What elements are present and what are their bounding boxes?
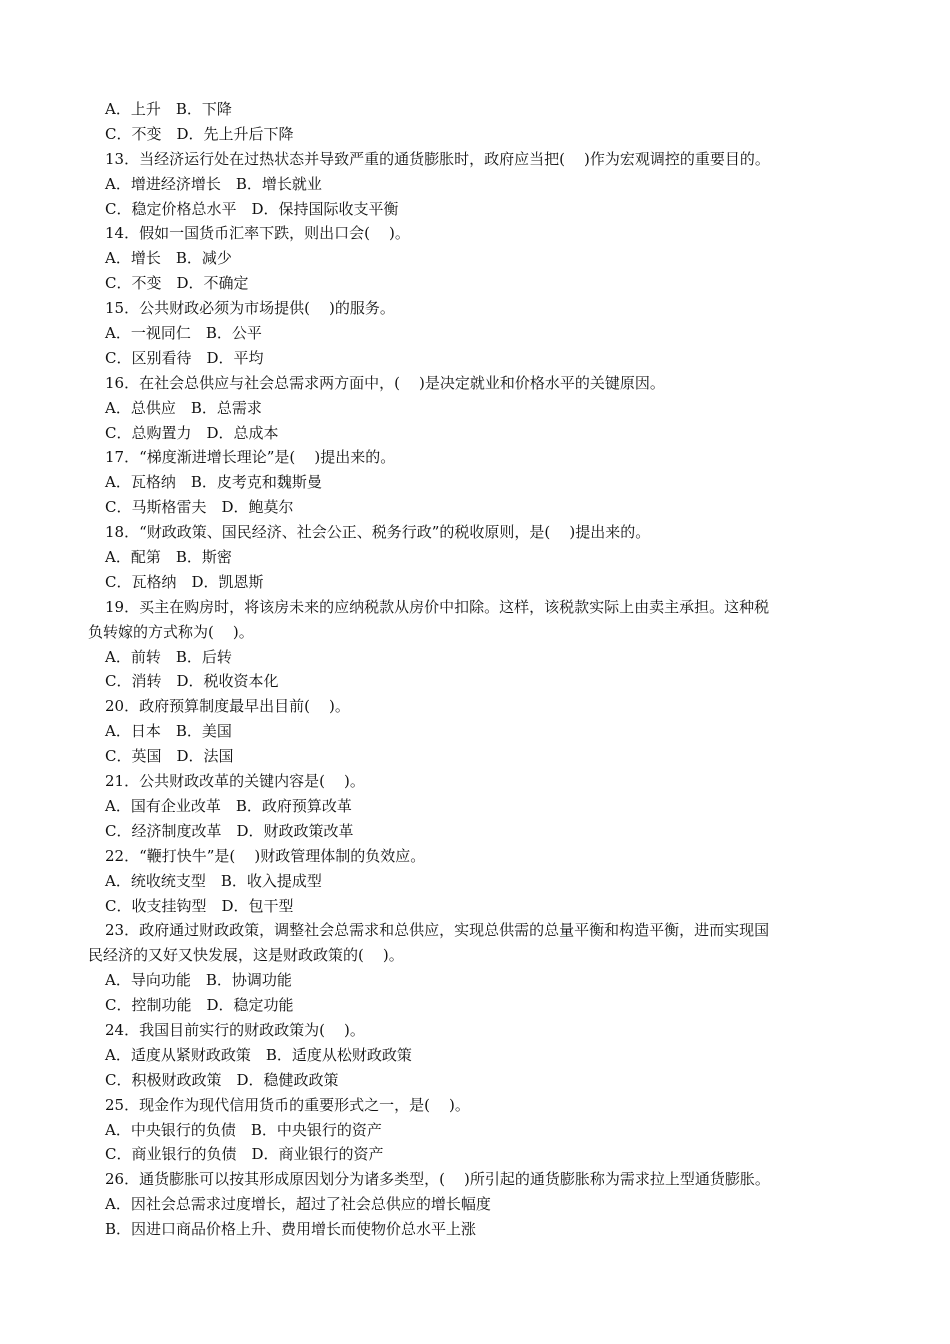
- option-line: C．不变 D．先上升后下降: [105, 124, 294, 143]
- option-line: B．因进口商品价格上升、费用增长而使物价总水平上涨: [105, 1220, 477, 1239]
- option-line: C．商业银行的负债 D．商业银行的资产: [105, 1145, 384, 1164]
- question-line: 21．公共财政改革的关键内容是( )。: [105, 772, 365, 791]
- document-page: [0, 97, 950, 1242]
- question-line: 15．公共财政必须为市场提供( )的服务。: [105, 299, 395, 318]
- option-line: A．中央银行的负债 B．中央银行的资产: [105, 1120, 382, 1139]
- option-line: A．因社会总需求过度增长，超过了社会总供应的增长幅度: [105, 1195, 491, 1214]
- question-continuation-line: 负转嫁的方式称为( )。: [88, 622, 254, 641]
- option-line: A．总供应 B．总需求: [105, 398, 262, 417]
- question-line: 20．政府预算制度最早出目前( )。: [105, 697, 350, 716]
- question-line: 17．“梯度渐进增长理论”是( )提出来的。: [105, 448, 396, 467]
- option-line: A．配第 B．斯密: [105, 548, 232, 567]
- option-line: C．英国 D．法国: [105, 747, 234, 766]
- option-line: A．增长 B．减少: [105, 249, 232, 268]
- option-line: C．马斯格雷夫 D．鲍莫尔: [105, 498, 294, 517]
- question-line: 14．假如一国货币汇率下跌，则出口会( )。: [105, 224, 410, 243]
- option-line: C．消转 D．税收资本化: [105, 672, 279, 691]
- option-line: C．控制功能 D．稳定功能: [105, 996, 294, 1015]
- option-line: A．国有企业改革 B．政府预算改革: [105, 796, 352, 815]
- option-line: A．日本 B．美国: [105, 722, 232, 741]
- option-line: A．一视同仁 B．公平: [105, 324, 262, 343]
- question-line: 24．我国目前实行的财政政策为( )。: [105, 1020, 365, 1039]
- question-line: 19．买主在购房时，将该房未来的应纳税款从房价中扣除。这样，该税款实际上由卖主承担。这种税: [105, 597, 770, 616]
- option-line: C．总购置力 D．总成本: [105, 423, 279, 442]
- option-line: C．稳定价格总水平 D．保持国际收支平衡: [105, 199, 399, 218]
- option-line: C．区别看待 D．平均: [105, 348, 264, 367]
- question-line: 13．当经济运行处在过热状态并导致严重的通货膨胀时，政府应当把( )作为宏观调控的重要目的。: [105, 149, 770, 168]
- question-line: 18．“财政政策、国民经济、社会公正、税务行政”的税收原则，是( )提出来的。: [105, 523, 651, 542]
- question-line: 23．政府通过财政政策，调整社会总需求和总供应，实现总供需的总量平衡和构造平衡，进而实现国: [105, 921, 770, 940]
- question-line: 16．在社会总供应与社会总需求两方面中，( )是决定就业和价格水平的关键原因。: [105, 373, 665, 392]
- option-line: C．瓦格纳 D．凯恩斯: [105, 572, 264, 591]
- question-line: 26．通货膨胀可以按其形成原因划分为诸多类型，( )所引起的通货膨胀称为需求拉上型通货膨胀。: [105, 1170, 770, 1189]
- option-line: A．增进经济增长 B．增长就业: [105, 174, 322, 193]
- question-line: 22．“鞭打快牛”是( )财政管理体制的负效应。: [105, 846, 426, 865]
- option-line: A．上升 B．下降: [105, 100, 232, 118]
- option-line: A．前转 B．后转: [105, 647, 232, 666]
- option-line: C．收支挂钩型 D．包干型: [105, 896, 294, 915]
- option-line: A．统收统支型 B．收入提成型: [105, 871, 322, 890]
- option-line: A．适度从紧财政政策 B．适度从松财政政策: [105, 1045, 412, 1064]
- question-line: 25．现金作为现代信用货币的重要形式之一，是( )。: [105, 1095, 470, 1114]
- option-line: C．积极财政政策 D．稳健政政策: [105, 1070, 339, 1089]
- question-continuation-line: 民经济的又好又快发展，这是财政政策的( )。: [88, 946, 404, 965]
- option-line: A．瓦格纳 B．皮考克和魏斯曼: [105, 473, 322, 492]
- option-line: A．导向功能 B．协调功能: [105, 971, 292, 990]
- option-line: C．不变 D．不确定: [105, 274, 249, 293]
- option-line: C．经济制度改革 D．财政政策改革: [105, 821, 354, 840]
